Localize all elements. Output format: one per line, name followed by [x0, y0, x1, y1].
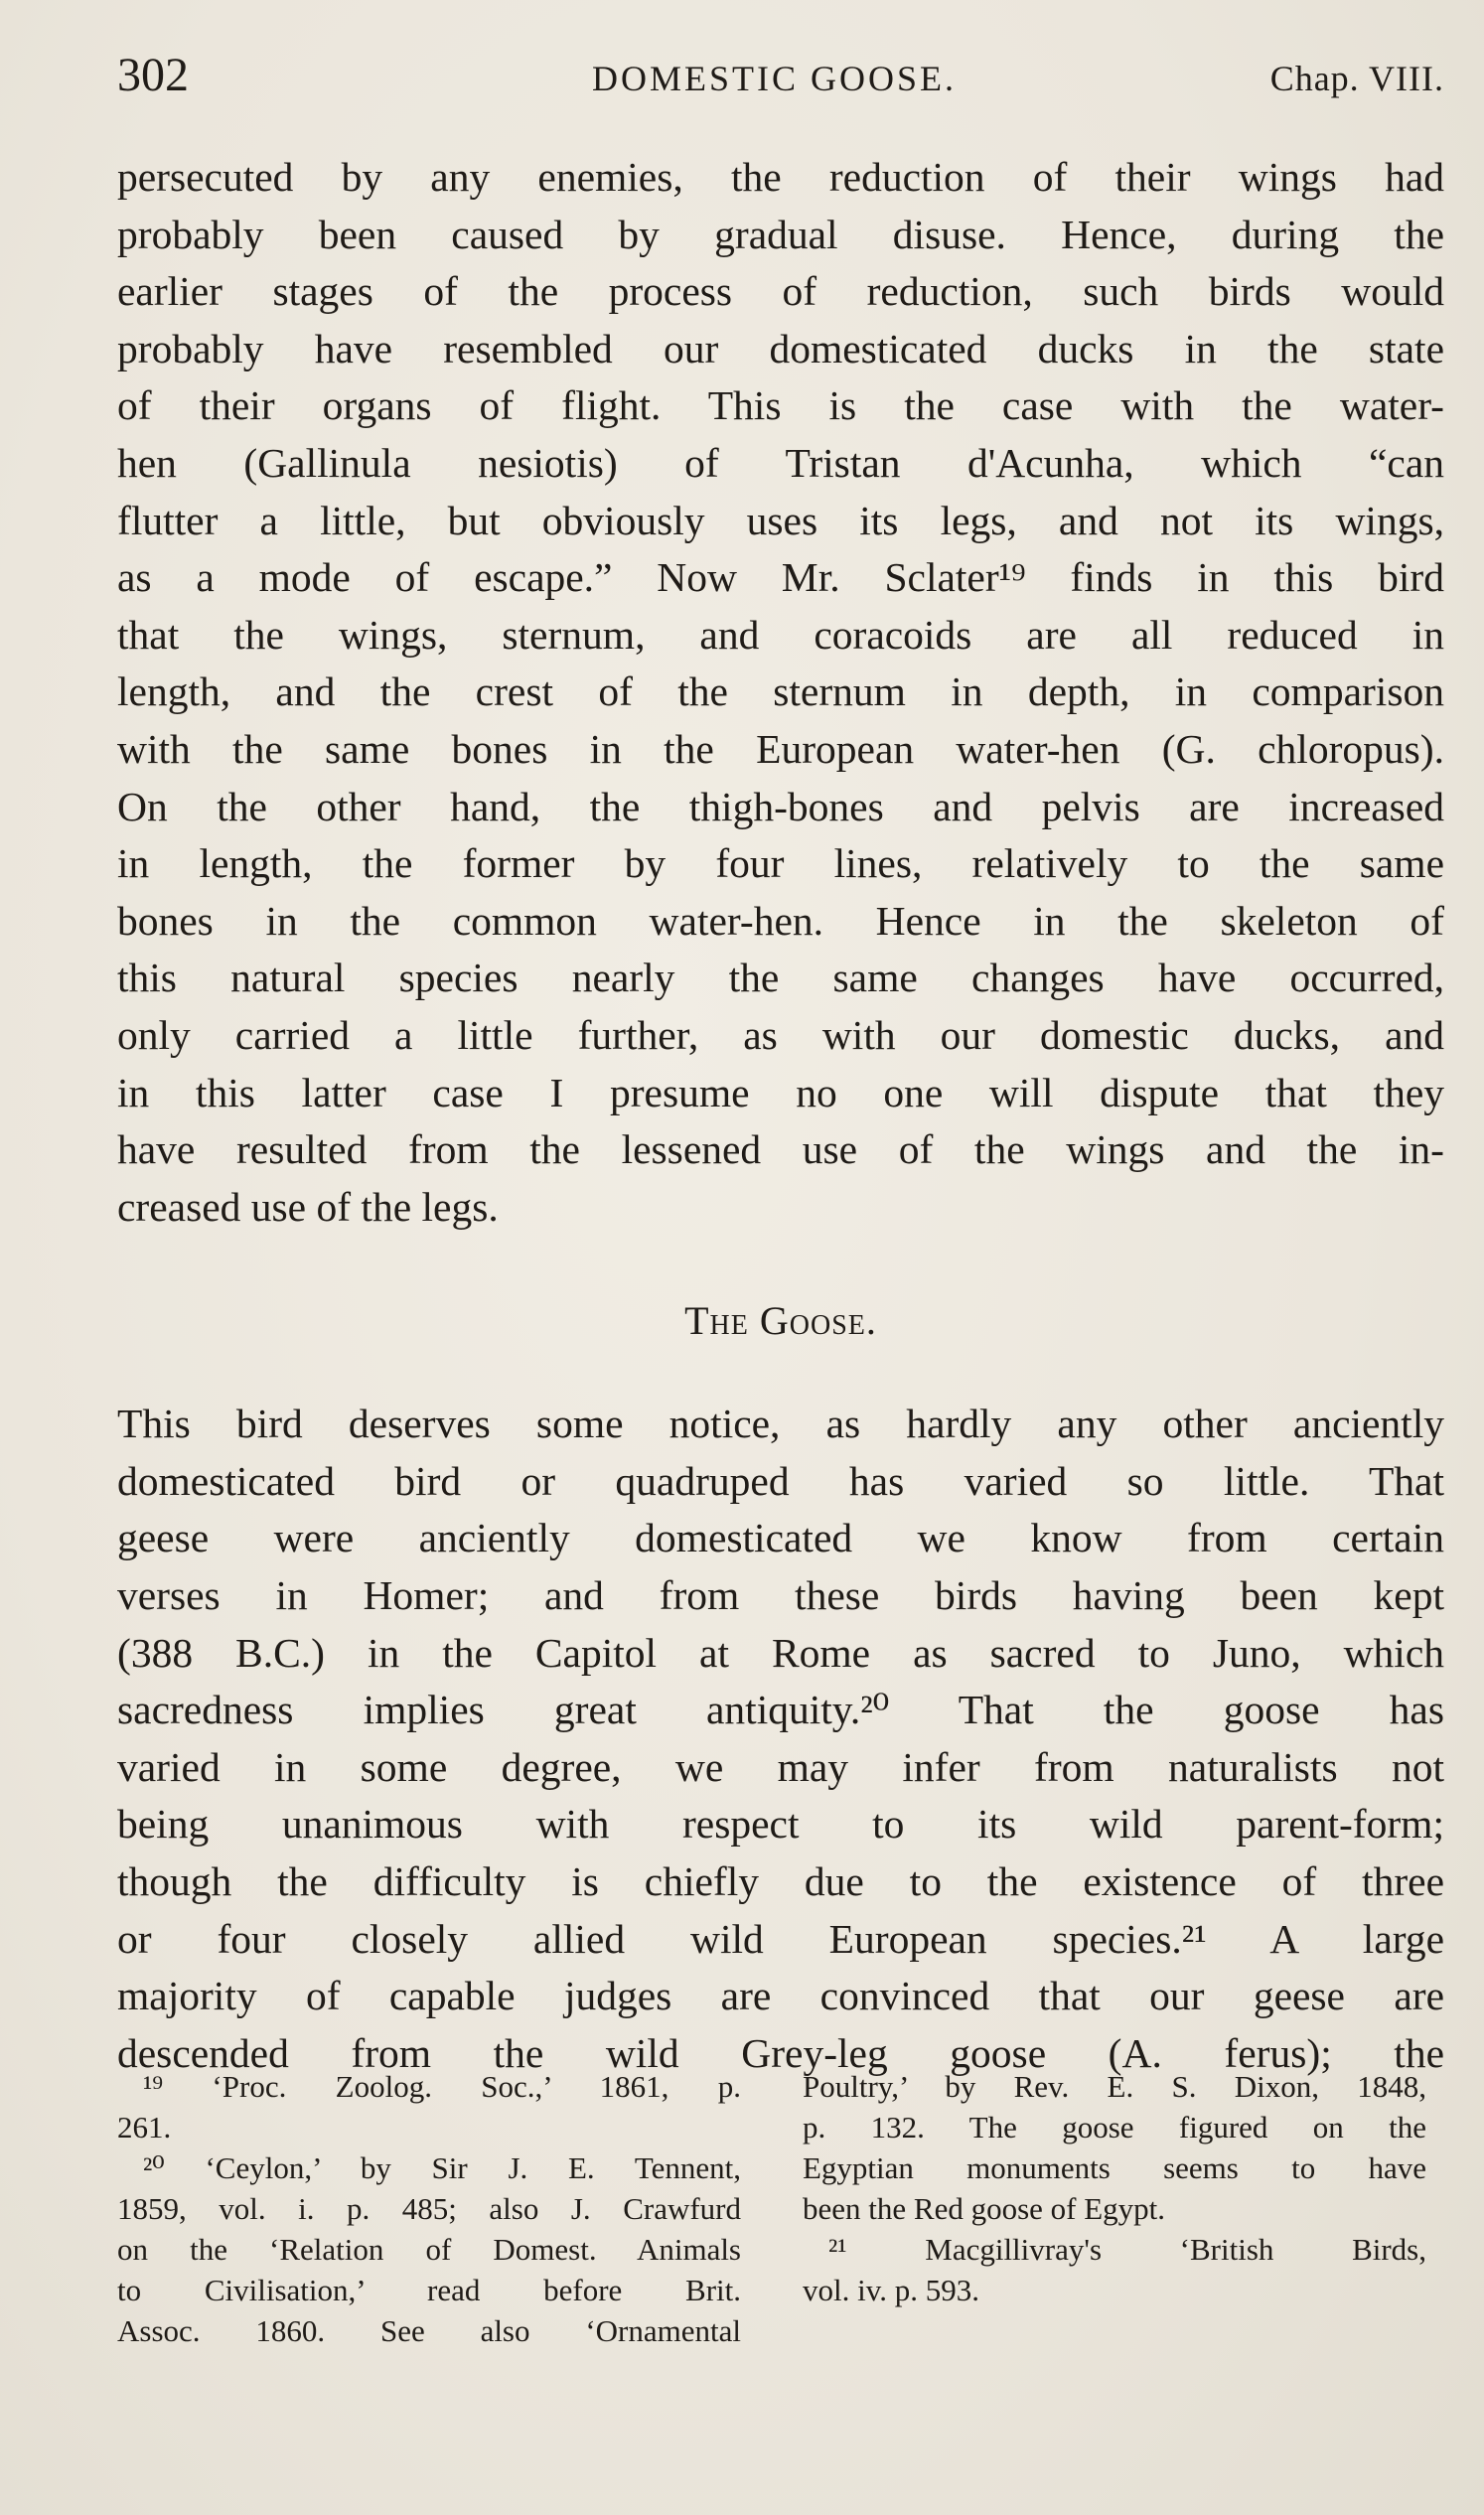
paragraph-goose: [117, 1396, 1444, 2082]
page-body: [117, 149, 1444, 2082]
text-line: this natural species nearly the same changes have occurred,: [117, 955, 1444, 1001]
running-header: [117, 48, 1444, 117]
footnote-line: ¹⁹ ‘Proc. Zoolog. Soc.,’ 1861, p.: [143, 2069, 741, 2104]
page-number: 302: [117, 49, 189, 101]
footnote-line: Egyptian monuments seems to have: [803, 2150, 1426, 2185]
text-line: domesticated bird or quadruped has varied so little. That: [117, 1457, 1444, 1504]
footnote-line: 261.: [117, 2110, 172, 2145]
text-line: verses in Homer; and from these birds having been kept: [117, 1572, 1444, 1619]
text-line: On the other hand, the thigh-bones and pelvis are increased: [117, 783, 1444, 829]
running-title: DOMESTIC GOOSE.: [592, 59, 958, 98]
text-line: in this latter case I presume no one will dispute that they: [117, 1069, 1444, 1115]
paragraph-wing-reduction: [117, 149, 1444, 1236]
footnote-line: Assoc. 1860. See also ‘Ornamental: [117, 2313, 741, 2348]
footnotes-left-column: [117, 2066, 741, 2351]
text-line: majority of capable judges are convinced that our geese are: [117, 1973, 1444, 2019]
text-line: creased use of the legs.: [117, 1183, 499, 1230]
text-line: geese were anciently domesticated we know from certain: [117, 1515, 1444, 1561]
footnote-line: on the ‘Relation of Domest. Animals: [117, 2232, 741, 2267]
footnotes-right-column: [803, 2066, 1426, 2310]
footnote-line: p. 132. The goose figured on the: [803, 2110, 1426, 2145]
text-line: descended from the wild Grey-leg goose (A. ferus); the: [117, 2029, 1444, 2076]
text-line: hen (Gallinula nesiotis) of Tristan d'Acunha, which “can: [117, 439, 1444, 486]
text-line: probably have resembled our domesticated ducks in the state: [117, 325, 1444, 371]
footnote-line: Poultry,’ by Rev. E. S. Dixon, 1848,: [803, 2069, 1426, 2104]
text-line: of their organs of flight. This is the case with the water-: [117, 382, 1444, 429]
chapter-label: Chap. VIII.: [1269, 59, 1444, 98]
text-line: have resulted from the lessened use of the wings and the in-: [117, 1126, 1444, 1173]
text-line: or four closely allied wild European species.²¹ A large: [117, 1915, 1444, 1962]
text-line: sacredness implies great antiquity.²⁰ That the goose has: [117, 1687, 1444, 1733]
footnote-line: vol. iv. p. 593.: [803, 2273, 979, 2307]
text-line: bones in the common water-hen. Hence in the skeleton of: [117, 897, 1444, 944]
text-line: though the difficulty is chiefly due to the existence of three: [117, 1858, 1444, 1905]
text-line: This bird deserves some notice, as hardly any other anciently: [117, 1401, 1444, 1447]
section-heading: The Goose.: [684, 1298, 877, 1344]
footnote-line: ²¹ Macgillivray's ‘British Birds,: [828, 2232, 1426, 2267]
text-line: persecuted by any enemies, the reduction of their wings had: [117, 154, 1444, 200]
text-line: varied in some degree, we may infer from naturalists not: [117, 1743, 1444, 1790]
text-line: that the wings, sternum, and coracoids are all reduced in: [117, 611, 1444, 658]
text-line: being unanimous with respect to its wild parent-form;: [117, 1801, 1444, 1848]
text-line: in length, the former by four lines, relatively to the same: [117, 840, 1444, 887]
text-line: (388 B.C.) in the Capitol at Rome as sacred to Juno, which: [117, 1629, 1444, 1676]
footnote-line: ²⁰ ‘Ceylon,’ by Sir J. E. Tennent,: [143, 2150, 741, 2185]
text-line: flutter a little, but obviously uses its legs, and not its wings,: [117, 497, 1444, 543]
text-line: probably been caused by gradual disuse. Hence, during the: [117, 211, 1444, 257]
text-line: with the same bones in the European water-hen (G. chloropus).: [117, 725, 1444, 772]
footnotes: [117, 2066, 1444, 2483]
footnote-line: to Civilisation,’ read before Brit.: [117, 2273, 741, 2307]
text-line: as a mode of escape.” Now Mr. Sclater¹⁹ finds in this bird: [117, 554, 1444, 601]
footnote-line: been the Red goose of Egypt.: [803, 2191, 1166, 2226]
text-line: length, and the crest of the sternum in depth, in comparison: [117, 668, 1444, 715]
text-line: earlier stages of the process of reduction, such birds would: [117, 268, 1444, 315]
text-line: only carried a little further, as with our domestic ducks, and: [117, 1011, 1444, 1058]
footnote-line: 1859, vol. i. p. 485; also J. Crawfurd: [117, 2191, 741, 2226]
